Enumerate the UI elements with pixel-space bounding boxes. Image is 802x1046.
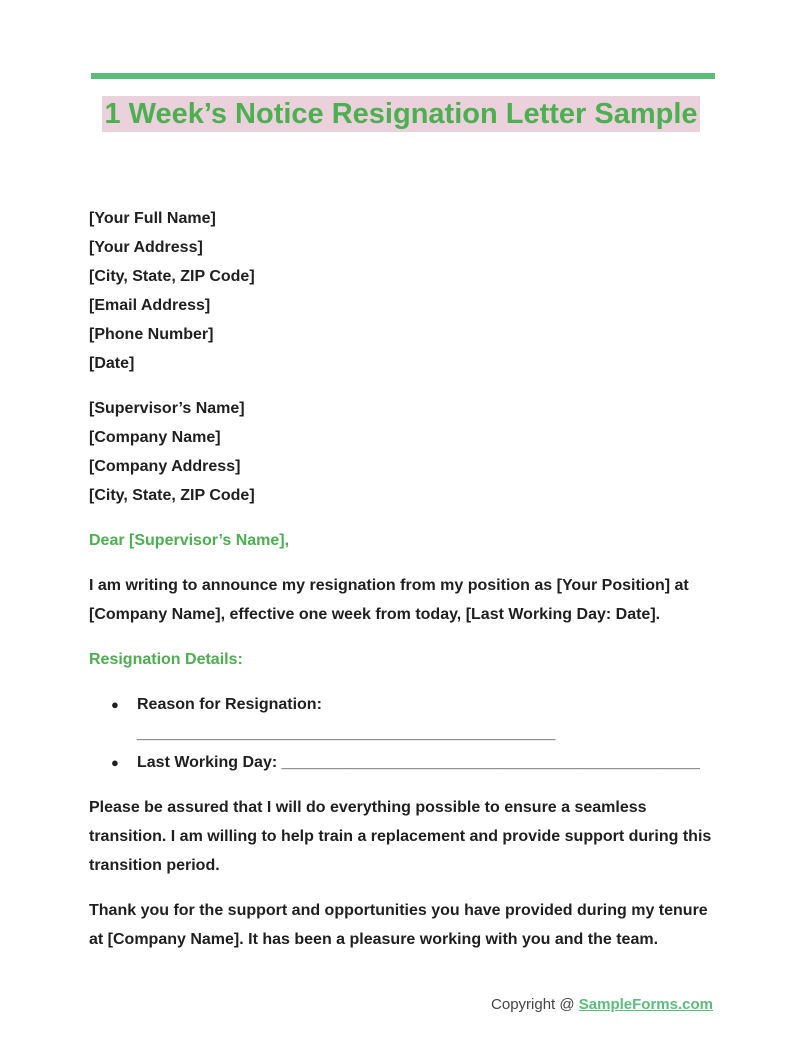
recipient-block (89, 394, 719, 510)
sender-line: [Your Full Name] (89, 210, 216, 227)
details-list (89, 690, 719, 777)
salutation: Dear [Supervisor’s Name], (89, 532, 290, 549)
page-title: 1 Week’s Notice Resignation Letter Sample (104, 98, 698, 130)
detail-text: Reason for Resignation: _______________________________________________ (137, 696, 556, 742)
details-heading: Resignation Details: (89, 651, 243, 668)
sender-line: [Phone Number] (89, 326, 214, 343)
list-item (89, 748, 719, 777)
recipient-line: [Company Name] (89, 429, 221, 446)
copyright-prefix: Copyright @ (491, 996, 579, 1013)
recipient-line: [Company Address] (89, 458, 241, 475)
bullet-icon: ● (111, 755, 119, 770)
bullet-icon: ● (111, 697, 119, 712)
sender-line: [Email Address] (89, 297, 211, 314)
sender-block (89, 204, 719, 378)
sender-line: [Your Address] (89, 239, 203, 256)
intro-paragraph: I am writing to announce my resignation from my position as [Your Position] at [Company Name], effective one week from today, [Last Working Day: Date]. (89, 577, 689, 623)
top-divider (91, 73, 715, 79)
transition-paragraph: Please be assured that I will do everything possible to ensure a seamless transition. I am willing to help train a replacement and provide support during this transition period. (89, 799, 712, 874)
list-item (89, 690, 719, 748)
recipient-line: [Supervisor’s Name] (89, 400, 245, 417)
detail-text: Last Working Day: _______________________________________________ (137, 754, 700, 771)
sender-line: [Date] (89, 355, 135, 372)
recipient-line: [City, State, ZIP Code] (89, 487, 255, 504)
sender-line: [City, State, ZIP Code] (89, 268, 255, 285)
copyright-footer (491, 996, 713, 1013)
letter-body (89, 204, 719, 954)
thanks-paragraph: Thank you for the support and opportunities you have provided during my tenure at [Company Name]. It has been a pleasure working with you and the team. (89, 902, 708, 948)
brand-link[interactable]: SampleForms.com (578, 996, 713, 1013)
